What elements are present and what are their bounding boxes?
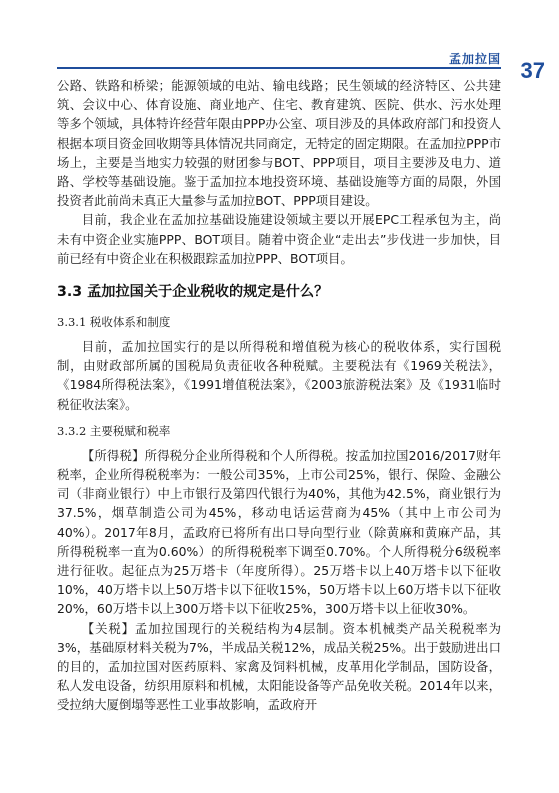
page-content <box>57 76 501 715</box>
section-heading-tax-rules: 3.3 孟加拉国关于企业税收的规定是什么？ <box>57 284 329 301</box>
customs-duty-text: 孟加拉国现行的关税结构为4层制。资本机械类产品关税税率为3%，基础原材料关税为7%，半成品关税12%，成品关税25%。出于鼓励进出口的目的，孟加拉国对医药原料、家禽及饲料机械，皮革用化学制品，国防设备，私人发电设备，纺织用原料和机械，太阳能设备等产品免收关税。2014年以来，受拉纳大厦倒塌等恶性工业事故影响，孟政府开 <box>57 620 501 713</box>
term-income-tax: 【所得税】 <box>81 447 145 463</box>
subheading-main-taxes: 3.3.2 主要税赋和税率 <box>57 423 171 438</box>
page-header <box>0 0 559 83</box>
page-number: 37 <box>520 58 545 83</box>
paragraph-customs-duty <box>57 619 501 715</box>
paragraph-chinese-enterprises: 目前，我企业在孟加拉基础设施建设领域主要以开展EPC工程承包为主，尚未有中资企业实施PPP、BOT项目。随着中资企业“走出去”步伐进一步加快，目前已经有中资企业在积极跟踪孟加拉PPP、BOT项目。 <box>57 212 501 266</box>
header-rule <box>57 67 501 69</box>
income-tax-text: 所得税分企业所得税和个人所得税。按孟加拉国2016/2017财年税率，企业所得税税率为：一般公司35%，上市公司25%，银行、保险、金融公司（非商业银行）中上市银行及第四代银行为40%，其他为42.5%，商业银行为37.5%，烟草制造公司为45%，移动电话运营商为45%（其中上市公司为40%）。2017年8月，孟政府已将所有出口导向型行业（除黄麻和黄麻产品，其所得税税率一直为0.60%）的所得税税率下调至0.70%。个人所得税分6级税率进行征收。起征点为25万塔卡（年度所得）。25万塔卡以上40万塔卡以下征收10%，40万塔卡以上50万塔卡以下征收15%，50万塔卡以上60万塔卡以下征收20%，60万塔卡以上300万塔卡以下征收25%，300万塔卡以上征收30%。 <box>57 447 502 617</box>
running-header-title: 孟加拉国 <box>448 52 501 66</box>
paragraph-income-tax <box>57 446 501 619</box>
paragraph-tax-system: 目前，孟加拉国实行的是以所得税和增值税为核心的税收体系，实行国税制，由财政部所属的国税局负责征收各种税赋。主要税法有《1969关税法》，《1984所得税法案》，《1991增值税法案》，《2003旅游税法案》及《1931临时税征收法案》。 <box>57 339 501 412</box>
term-customs-duty: 【关税】 <box>81 620 135 636</box>
subheading-tax-system: 3.3.1 税收体系和制度 <box>57 315 171 330</box>
paragraph-ppp-fields: 公路、铁路和桥梁；能源领域的电站、输电线路；民生领域的经济特区、公共建筑、会议中心、体育设施、商业地产、住宅、教育建筑、医院、供水、污水处理等多个领域，具体特许经营年限由PPP办公室、项目涉及的具体政府部门和投资人根据本项目资金回收期等具体情况共同商定，无特定的固定期限。在孟加拉PPP市场上，主要是当地实力较强的财团参与BOT、PPP项目，项目主要涉及电力、道路、学校等基础设施。鉴于孟加拉本地投资环境、基础设施等方面的局限，外国投资者此前尚未真正大量参与孟加拉BOT、PPP项目建设。 <box>57 78 501 209</box>
